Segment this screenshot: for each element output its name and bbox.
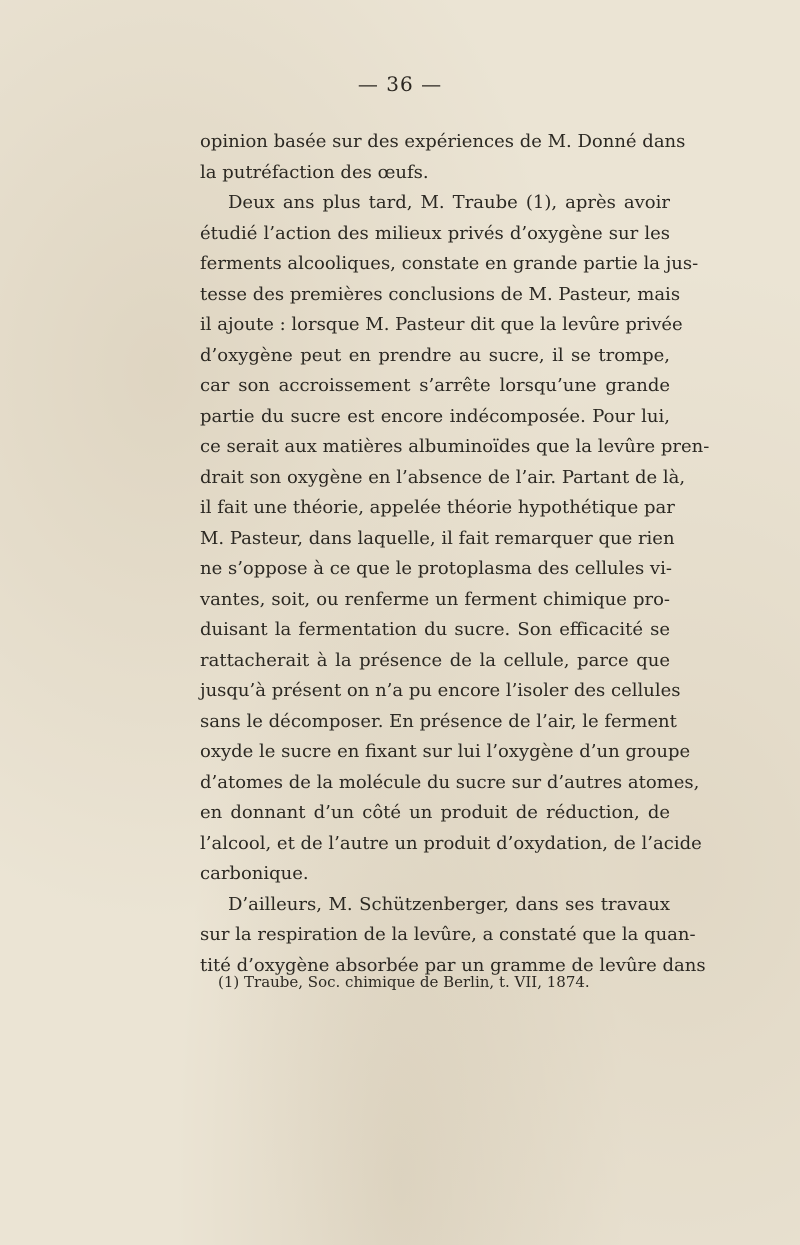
text-line: opinion basée sur des expériences de M. Donné dans [200, 131, 686, 152]
text-line: ne s’oppose à ce que le protoplasma des cellules vi- [200, 558, 672, 579]
text-line: D’ailleurs, M. Schützenberger, dans ses travaux [228, 893, 670, 915]
text-line: en donnant d’un côté un produit de réduction, de [200, 802, 670, 823]
text-line: drait son oxygène en l’absence de l’air. Partant de là, [200, 466, 686, 488]
text-line: tité d’oxygène absorbée par un gramme de levûre dans [200, 954, 706, 976]
text-line: étudié l’action des milieux privés d’oxygène sur les [200, 222, 670, 244]
text-line: il ajoute : lorsque M. Pasteur dit que la levûre privée [200, 314, 683, 335]
text-line: oxyde le sucre en fixant sur lui l’oxygène d’un groupe [200, 741, 691, 762]
text-line: d’atomes de la molécule du sucre sur d’autres atomes, [200, 771, 700, 793]
text-line: rattacherait à la présence de la cellule, parce que [200, 649, 670, 671]
text-line: ferments alcooliques, constate en grande partie la jus- [200, 253, 699, 274]
text-line: vantes, soit, ou renferme un ferment chimique pro- [200, 588, 670, 610]
text-line: jusqu’à présent on n’a pu encore l’isoler des cellules [200, 680, 681, 701]
text-line: Deux ans plus tard, M. Traube (1), après avoir [228, 192, 670, 213]
text-line: tesse des premières conclusions de M. Pasteur, mais [200, 283, 681, 305]
text-line: duisant la fermentation du sucre. Son efficacité se [200, 619, 670, 640]
text-line: l’alcool, et de l’autre un produit d’oxydation, de l’acide [200, 832, 702, 854]
text-line: car son accroissement s’arrête lorsqu’une grande [200, 375, 670, 396]
text-line: ce serait aux matières albuminoïdes que la levûre pren- [200, 436, 710, 457]
footnote: (1) Traube, Soc. chimique de Berlin, t. VII, 1874. [218, 973, 590, 991]
text-line: sans le décomposer. En présence de l’air, le ferment [200, 710, 677, 732]
text-line: d’oxygène peut en prendre au sucre, il se trompe, [200, 344, 670, 366]
text-line: partie du sucre est encore indécomposée. Pour lui, [200, 405, 670, 427]
page-number: — 36 — [357, 72, 443, 96]
text-line: M. Pasteur, dans laquelle, il fait remarquer que rien [200, 527, 675, 549]
text-line: carbonique. [200, 863, 309, 884]
text-line: la putréfaction des œufs. [200, 161, 429, 183]
text-line: il fait une théorie, appelée théorie hypothétique par [200, 497, 675, 518]
text-line: sur la respiration de la levûre, a constaté que la quan- [200, 924, 696, 945]
body-text [200, 127, 710, 981]
